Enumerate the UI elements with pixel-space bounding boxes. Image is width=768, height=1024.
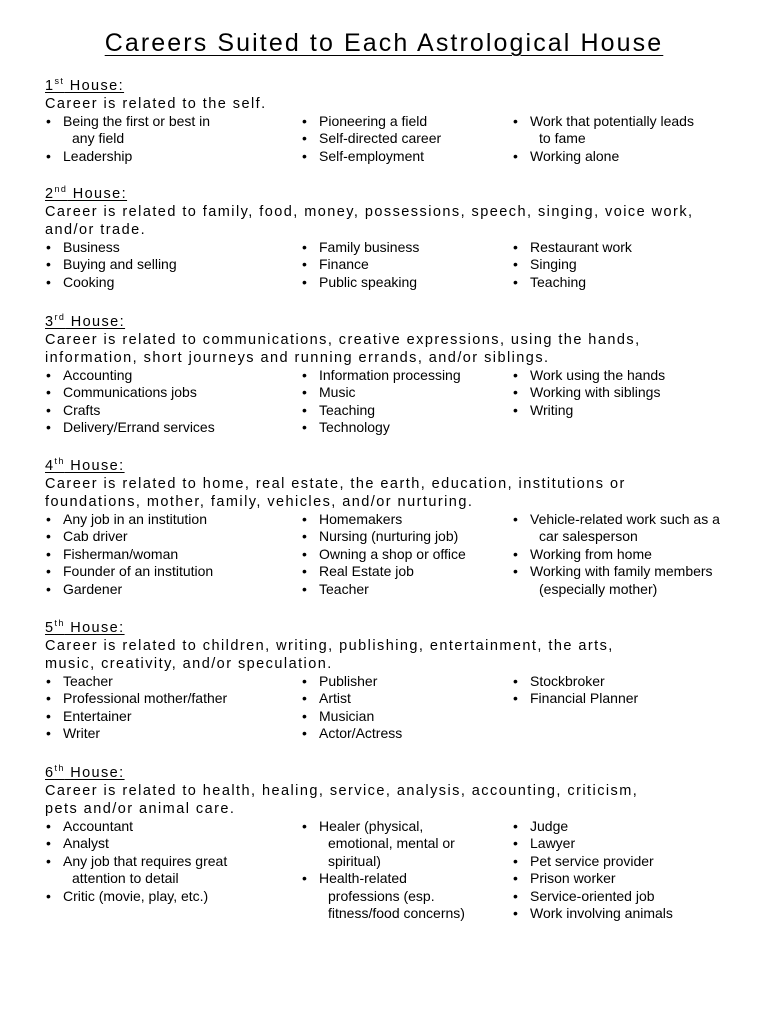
career-text: Fisherman/woman bbox=[63, 545, 179, 562]
career-item bbox=[301, 239, 506, 256]
career-item bbox=[45, 256, 295, 273]
house-section bbox=[45, 620, 760, 743]
career-item bbox=[512, 673, 757, 690]
career-text: Working from home bbox=[530, 545, 652, 562]
career-text: Pioneering a field bbox=[319, 113, 428, 129]
career-text: Prison worker bbox=[530, 870, 616, 887]
career-item bbox=[301, 274, 506, 291]
career-text: Analyst bbox=[63, 835, 109, 852]
career-item bbox=[301, 708, 506, 725]
career-item bbox=[301, 528, 506, 545]
career-list bbox=[301, 113, 506, 165]
career-list bbox=[512, 818, 757, 922]
career-columns bbox=[45, 113, 760, 165]
career-text: Information processing bbox=[319, 367, 461, 383]
career-item bbox=[512, 690, 757, 707]
career-text: Any job that requires great bbox=[63, 852, 228, 869]
house-description: Career is related to children, writing, publishing, entertainment, the arts, bbox=[45, 638, 614, 654]
career-list bbox=[301, 511, 506, 598]
house-ordinal-suffix: th bbox=[54, 618, 65, 628]
career-text: Working with siblings bbox=[530, 384, 661, 401]
career-text: Real Estate job bbox=[319, 563, 414, 580]
career-item bbox=[512, 274, 757, 291]
career-item bbox=[512, 384, 757, 401]
career-text: Finance bbox=[319, 256, 369, 273]
career-item bbox=[45, 546, 295, 563]
career-text: Teacher bbox=[319, 580, 369, 597]
house-number: 4 bbox=[45, 458, 55, 474]
career-list bbox=[301, 367, 506, 437]
career-text: Judge bbox=[530, 818, 569, 834]
career-item bbox=[45, 367, 295, 384]
career-text: Business bbox=[63, 239, 120, 255]
career-text: Work that potentially leads bbox=[530, 113, 694, 129]
career-item bbox=[45, 148, 295, 165]
career-item bbox=[512, 870, 757, 887]
career-text-continued: car salesperson bbox=[539, 528, 638, 545]
career-list bbox=[512, 367, 757, 419]
career-list bbox=[45, 113, 295, 165]
career-list bbox=[301, 818, 506, 922]
career-text: Music bbox=[319, 384, 356, 401]
house-description: and/or trade. bbox=[45, 222, 147, 238]
career-text: Crafts bbox=[63, 401, 101, 418]
career-item bbox=[512, 818, 757, 835]
career-item bbox=[512, 148, 757, 165]
house-label: House: bbox=[64, 765, 125, 781]
career-item bbox=[301, 402, 506, 419]
career-list bbox=[512, 673, 757, 708]
career-list bbox=[301, 673, 506, 743]
career-text: Stockbroker bbox=[530, 673, 605, 689]
career-list bbox=[45, 367, 295, 437]
career-text: Gardener bbox=[63, 580, 123, 597]
career-item bbox=[45, 835, 295, 852]
career-text: Lawyer bbox=[530, 835, 576, 852]
career-item bbox=[512, 256, 757, 273]
career-item bbox=[512, 367, 757, 384]
career-item bbox=[301, 546, 506, 563]
career-text-continued: emotional, mental or bbox=[328, 835, 455, 852]
career-text: Communications jobs bbox=[63, 384, 197, 401]
career-text: Service-oriented job bbox=[530, 887, 655, 904]
career-item bbox=[301, 419, 506, 436]
career-item bbox=[301, 581, 506, 598]
career-text: Artist bbox=[319, 690, 351, 707]
career-text: Entertainer bbox=[63, 707, 132, 724]
career-text: Any job in an institution bbox=[63, 511, 207, 527]
house-label: House: bbox=[64, 458, 125, 474]
career-text: Family business bbox=[319, 239, 420, 255]
career-text: Work using the hands bbox=[530, 367, 666, 383]
career-item bbox=[45, 818, 295, 835]
house-label: House: bbox=[64, 620, 125, 636]
career-item bbox=[512, 905, 757, 922]
career-columns bbox=[45, 239, 760, 291]
career-item bbox=[512, 239, 757, 256]
page-title: Careers Suited to Each Astrological House bbox=[104, 29, 664, 57]
career-text: Musician bbox=[319, 707, 375, 724]
career-text: Professional mother/father bbox=[63, 690, 228, 707]
career-text: Actor/Actress bbox=[319, 725, 403, 742]
career-item bbox=[512, 546, 757, 563]
house-number: 6 bbox=[45, 765, 55, 781]
career-item bbox=[45, 888, 295, 905]
career-item bbox=[301, 367, 506, 384]
career-text-continued: professions (esp. bbox=[328, 887, 435, 904]
career-text: Health-related bbox=[319, 870, 407, 887]
career-text: Being the first or best in bbox=[63, 113, 211, 129]
career-item bbox=[45, 673, 295, 690]
house-description: Career is related to family, food, money, possessions, speech, singing, voice work, bbox=[45, 204, 694, 220]
house-description: foundations, mother, family, vehicles, and/or nurturing. bbox=[45, 494, 474, 510]
house-heading bbox=[45, 186, 760, 203]
career-text: Self-employment bbox=[319, 147, 425, 164]
career-item bbox=[301, 384, 506, 401]
career-text: Owning a shop or office bbox=[319, 545, 466, 562]
career-text: Nursing (nurturing job) bbox=[319, 528, 459, 545]
career-item bbox=[45, 690, 295, 707]
career-item bbox=[45, 563, 295, 580]
house-description: Career is related to communications, creative expressions, using the hands, bbox=[45, 332, 641, 348]
career-item bbox=[512, 563, 757, 598]
career-item bbox=[301, 256, 506, 273]
career-item bbox=[45, 402, 295, 419]
house-label: House: bbox=[65, 314, 126, 330]
career-text: Teaching bbox=[319, 401, 376, 418]
career-item bbox=[45, 853, 295, 888]
career-list bbox=[301, 239, 506, 291]
career-text: Restaurant work bbox=[530, 239, 632, 255]
career-list bbox=[512, 113, 757, 165]
career-item bbox=[512, 511, 757, 546]
career-text: Teaching bbox=[530, 273, 587, 290]
career-item bbox=[301, 673, 506, 690]
house-number: 5 bbox=[45, 620, 55, 636]
career-columns bbox=[45, 511, 760, 598]
career-text: Buying and selling bbox=[63, 256, 177, 273]
career-item bbox=[512, 835, 757, 852]
career-text: Homemakers bbox=[319, 511, 403, 527]
house-number: 3 bbox=[45, 314, 55, 330]
house-ordinal-suffix: th bbox=[54, 763, 65, 773]
career-list bbox=[512, 239, 757, 291]
career-item bbox=[45, 511, 295, 528]
career-text-continued: to fame bbox=[539, 130, 586, 147]
house-heading bbox=[45, 78, 760, 95]
career-text: Pet service provider bbox=[530, 852, 654, 869]
career-item bbox=[512, 113, 757, 148]
house-label: House: bbox=[64, 78, 125, 94]
house-description: Career is related to health, healing, service, analysis, accounting, criticism, bbox=[45, 783, 639, 799]
career-text: Working alone bbox=[530, 147, 620, 164]
career-text: Technology bbox=[319, 419, 390, 436]
career-text-continued: spiritual) bbox=[328, 852, 381, 869]
house-description: music, creativity, and/or speculation. bbox=[45, 656, 333, 672]
career-text-continued: attention to detail bbox=[72, 870, 179, 887]
house-description: Career is related to the self. bbox=[45, 96, 267, 112]
career-text-continued: (especially mother) bbox=[539, 580, 658, 597]
career-item bbox=[45, 239, 295, 256]
career-item bbox=[301, 130, 506, 147]
house-description: information, short journeys and running errands, and/or siblings. bbox=[45, 350, 550, 366]
career-item bbox=[45, 528, 295, 545]
career-text: Singing bbox=[530, 256, 577, 273]
career-text: Public speaking bbox=[319, 273, 418, 290]
career-text: Accountant bbox=[63, 818, 134, 834]
house-ordinal-suffix: rd bbox=[54, 312, 66, 322]
house-number: 1 bbox=[45, 78, 55, 94]
career-text: Writing bbox=[530, 401, 574, 418]
career-item bbox=[45, 419, 295, 436]
house-label: House: bbox=[67, 186, 128, 202]
career-list bbox=[45, 673, 295, 743]
career-text: Accounting bbox=[63, 367, 133, 383]
house-section bbox=[45, 314, 760, 437]
house-section bbox=[45, 765, 760, 922]
career-text: Work involving animals bbox=[530, 905, 673, 922]
career-item bbox=[45, 581, 295, 598]
career-item bbox=[301, 870, 506, 922]
career-text: Leadership bbox=[63, 147, 133, 164]
career-list bbox=[45, 818, 295, 905]
career-text: Working with family members bbox=[530, 563, 713, 580]
house-section bbox=[45, 186, 760, 291]
career-list bbox=[512, 511, 757, 598]
career-item bbox=[45, 113, 295, 148]
career-text: Vehicle-related work such as a bbox=[530, 511, 720, 527]
house-heading bbox=[45, 314, 760, 331]
career-item bbox=[301, 113, 506, 130]
career-item bbox=[45, 274, 295, 291]
career-text: Publisher bbox=[319, 673, 378, 689]
career-list bbox=[45, 511, 295, 598]
career-item bbox=[301, 690, 506, 707]
career-columns bbox=[45, 818, 760, 922]
career-text: Healer (physical, bbox=[319, 818, 424, 834]
career-text: Writer bbox=[63, 725, 101, 742]
house-number: 2 bbox=[45, 186, 55, 202]
career-text: Critic (movie, play, etc.) bbox=[63, 887, 209, 904]
career-item bbox=[512, 853, 757, 870]
career-item bbox=[45, 725, 295, 742]
house-description: pets and/or animal care. bbox=[45, 801, 236, 817]
career-text: Financial Planner bbox=[530, 690, 639, 707]
career-item bbox=[45, 384, 295, 401]
career-item bbox=[512, 402, 757, 419]
career-item bbox=[512, 888, 757, 905]
house-heading bbox=[45, 765, 760, 782]
career-columns bbox=[45, 673, 760, 743]
house-description: Career is related to home, real estate, the earth, education, institutions or bbox=[45, 476, 626, 492]
career-text-continued: any field bbox=[72, 130, 125, 147]
career-item bbox=[301, 511, 506, 528]
house-section bbox=[45, 458, 760, 598]
house-ordinal-suffix: nd bbox=[54, 184, 68, 194]
career-item bbox=[45, 708, 295, 725]
career-columns bbox=[45, 367, 760, 437]
career-text: Teacher bbox=[63, 673, 113, 689]
house-heading bbox=[45, 458, 760, 475]
career-item bbox=[301, 148, 506, 165]
house-ordinal-suffix: st bbox=[54, 76, 65, 86]
house-ordinal-suffix: th bbox=[54, 456, 65, 466]
career-text: Delivery/Errand services bbox=[63, 419, 215, 436]
career-item bbox=[301, 725, 506, 742]
house-heading bbox=[45, 620, 760, 637]
career-item bbox=[301, 818, 506, 870]
career-text: Founder of an institution bbox=[63, 563, 214, 580]
career-text-continued: fitness/food concerns) bbox=[328, 905, 465, 922]
career-list bbox=[45, 239, 295, 291]
career-text: Cab driver bbox=[63, 528, 128, 545]
career-text: Self-directed career bbox=[319, 130, 442, 147]
career-item bbox=[301, 563, 506, 580]
house-section bbox=[45, 78, 760, 165]
career-text: Cooking bbox=[63, 273, 115, 290]
